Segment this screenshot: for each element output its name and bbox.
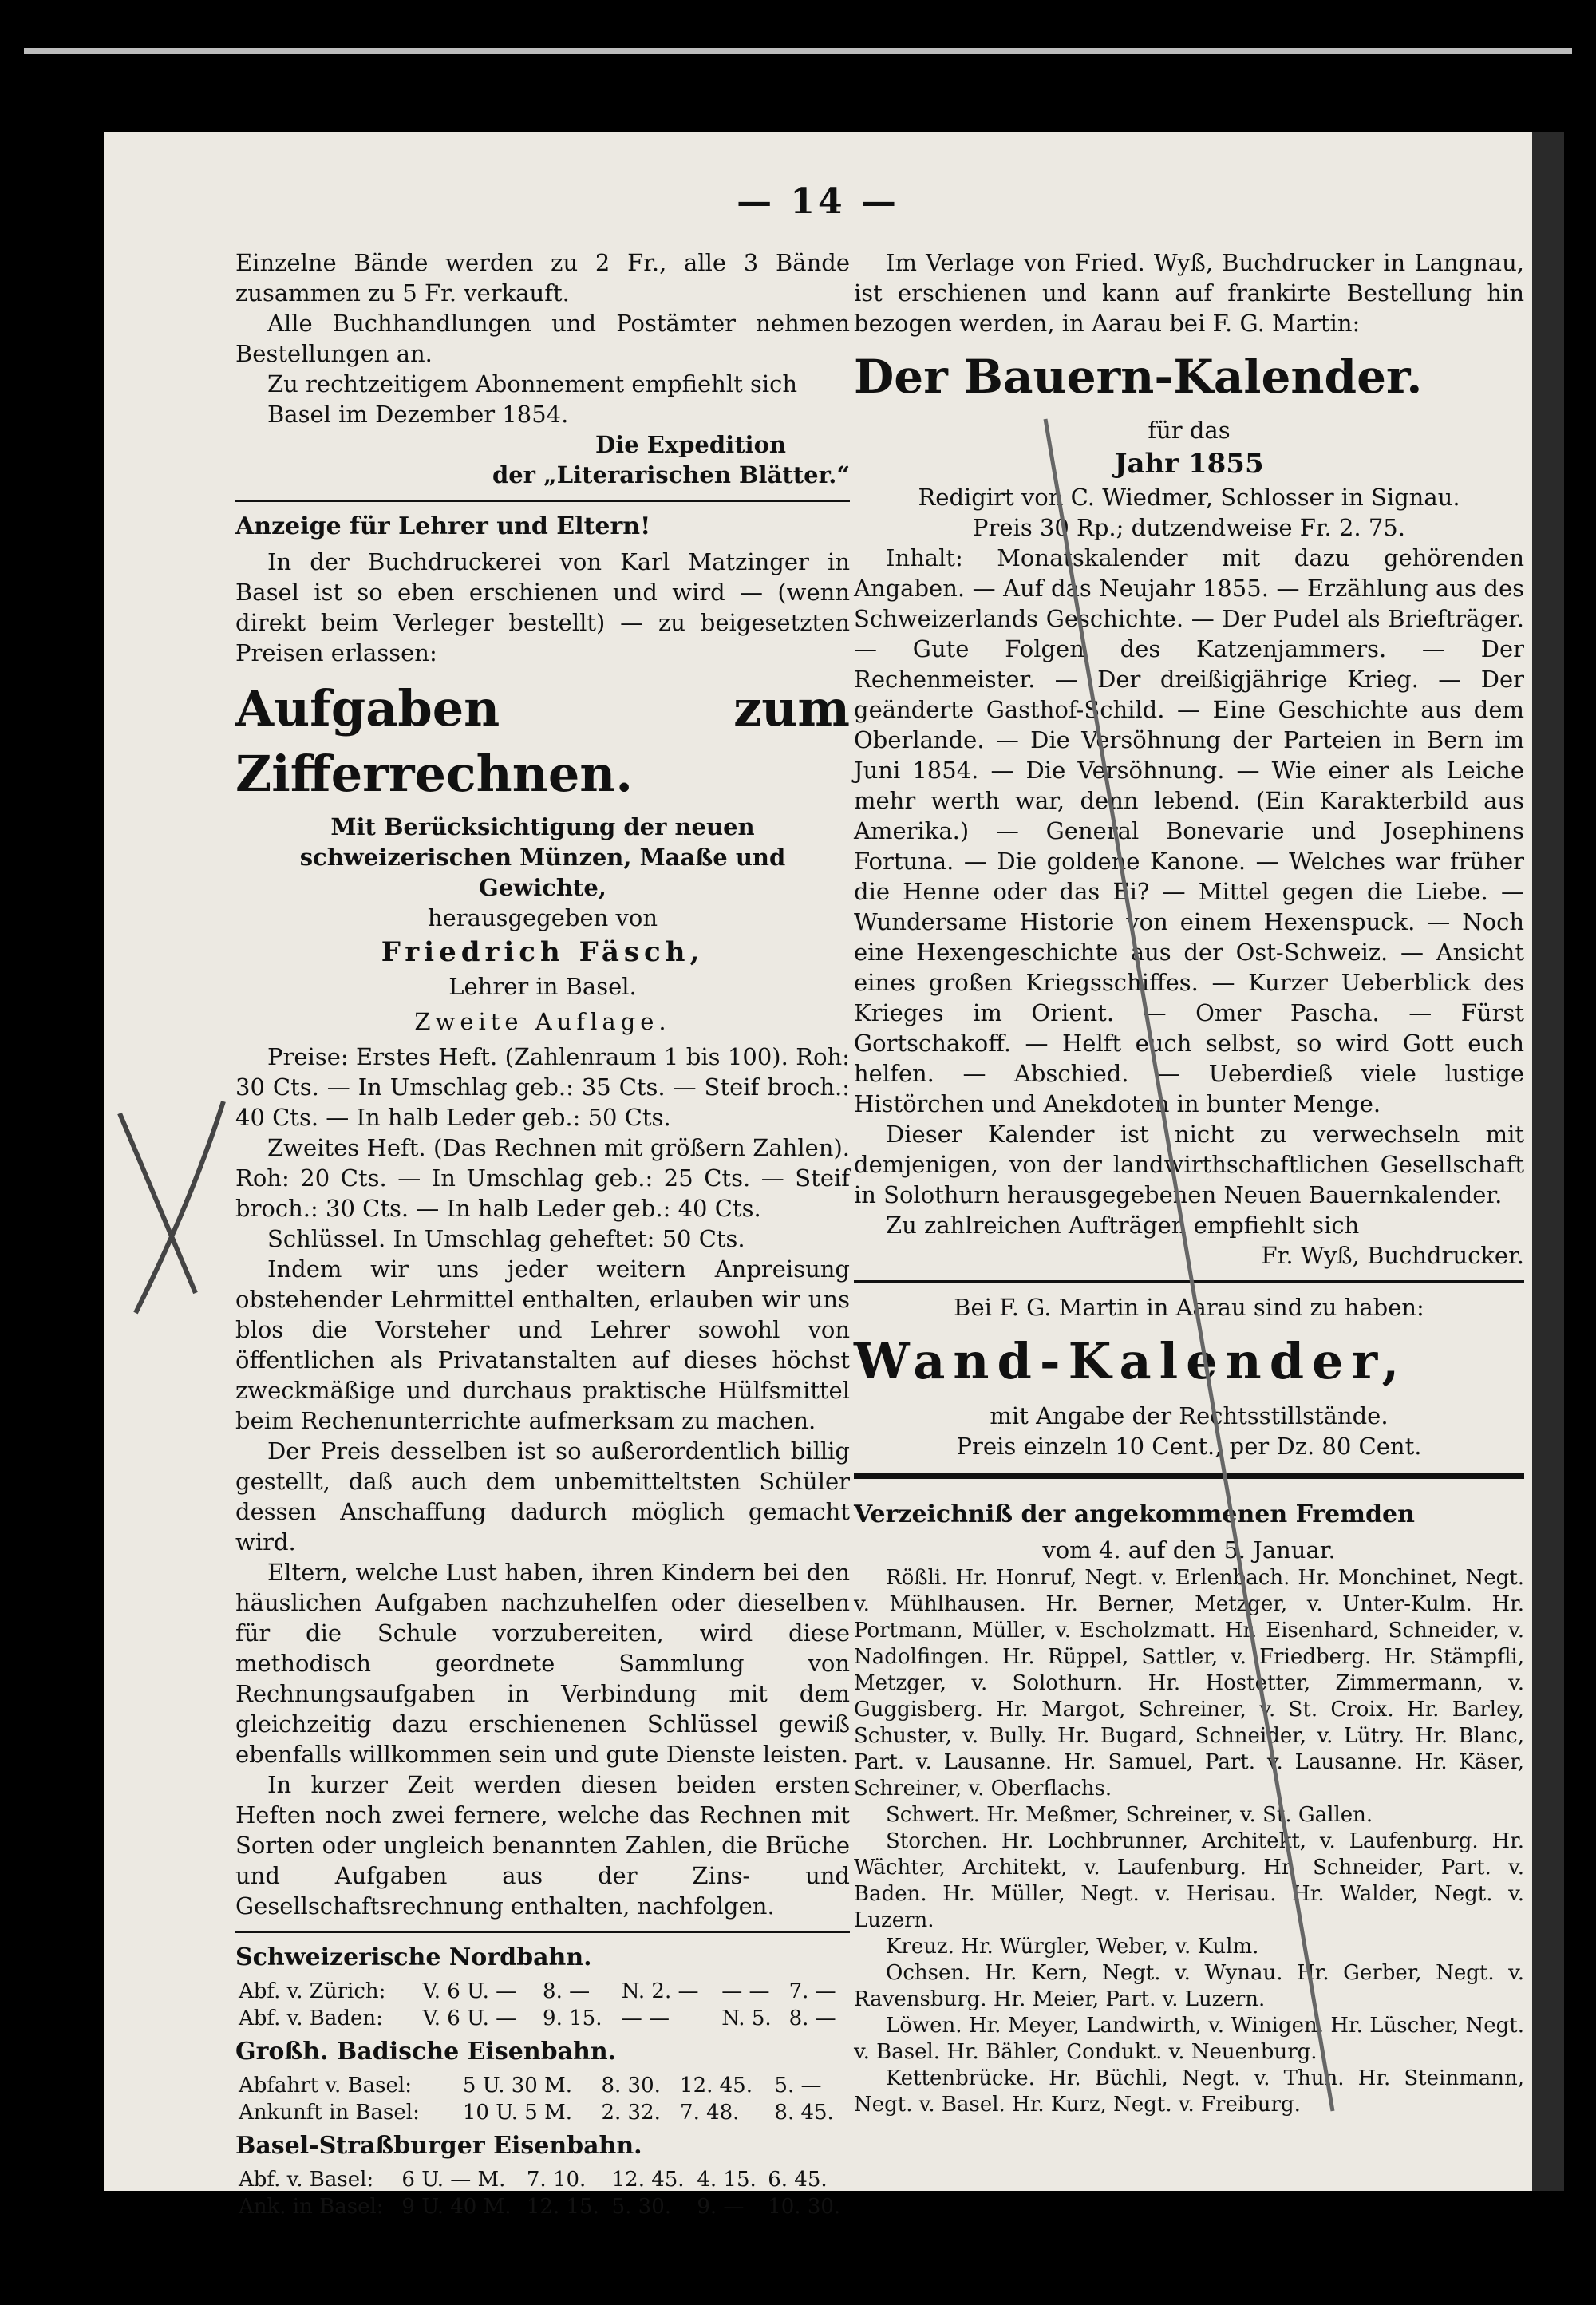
rail-title-nordbahn: Schweizerische Nordbahn.	[235, 1943, 592, 1971]
wand-title: Wand-Kalender,	[854, 1332, 1408, 1390]
timetable-nordbahn	[235, 1978, 850, 2032]
wand-subtitle: mit Angabe der Rechtsstillstände.	[990, 1402, 1389, 1429]
page-number: — 14 —	[737, 181, 899, 222]
ad-heading: Anzeige für Lehrer und Eltern!	[235, 512, 651, 540]
price-line-3: Schlüssel. In Umschlag geheftet: 50 Cts.	[267, 1225, 745, 1252]
intro-line-4: Basel im Dezember 1854.	[267, 401, 569, 428]
table-cell: V. 6 U. —	[422, 1979, 517, 2003]
table-cell: 8. —	[788, 2006, 836, 2030]
table-cell: — —	[721, 1979, 770, 2003]
table-cell: Abf. v. Zürich:	[239, 1979, 386, 2003]
kalender-signature: Fr. Wyß, Buchdrucker.	[1261, 1242, 1524, 1269]
table-row	[235, 2166, 850, 2193]
rail-title-strassburger: Basel-Straßburger Eisenbahn.	[235, 2132, 642, 2160]
table-cell: Abfahrt v. Basel:	[239, 2074, 412, 2097]
body-paragraph-1: Indem wir uns jeder weitern Anpreisung obstehender Lehrmittel enthalten, erlauben wir uns blos die Vorsteher und Lehrer sowohl von öffentlichen als Privatanstalten auf dieses höchst zweckmäßige und durchaus praktische Hülfsmittel beim Rechenunterrichte aufmerksam zu machen.	[235, 1255, 850, 1434]
divider	[854, 1280, 1524, 1283]
author-name: Friedrich Fäsch,	[381, 936, 705, 968]
body-paragraph-3: Eltern, welche Lust haben, ihren Kindern bei den häuslichen Aufgaben nachzuhelfen oder dieselben für die Schule vorzubereiten, wird diese methodisch geordnete Sammlung von Rechnungsaufgaben in Verbindung mit dem gleichzeitig dazu erschienenen Schlüssel gewiß ebenfalls willkommen sein und gute Dienste leisten.	[235, 1559, 850, 1768]
author-role: Lehrer in Basel.	[448, 973, 637, 1000]
guests-title: Verzeichniß der angekommenen Fremden	[854, 1500, 1415, 1528]
kalender-recommend: Zu zahlreichen Aufträgen empfiehlt sich	[886, 1212, 1360, 1239]
table-cell: Ank. in Basel:	[239, 2195, 384, 2219]
table-row	[235, 1978, 850, 2005]
kalender-intro: Im Verlage von Fried. Wyß, Buchdrucker in Langnau, ist erschienen und kann auf frankirte Bestellung hin bezogen werden, in Aarau bei F. G. Martin:	[854, 249, 1524, 337]
table-cell: 7. 10.	[526, 2168, 587, 2192]
table-cell: Abf. v. Baden:	[239, 2006, 383, 2030]
body-paragraph-2: Der Preis desselben ist so außerordentlich billig gestellt, daß auch dem unbemitteltsten Schüler dessen Anschaffung dadurch möglich gemacht wird.	[235, 1437, 850, 1556]
kalender-editor: Redigirt von C. Wiedmer, Schlosser in Signau.	[918, 484, 1460, 511]
table-cell: 5. 30.	[611, 2195, 672, 2219]
table-row	[235, 2072, 850, 2099]
kalender-year: Jahr 1855	[1114, 448, 1264, 480]
ad-intro: In der Buchdruckerei von Karl Matzinger in Basel ist so eben erschienen und wird — (wenn direkt beim Verleger bestellt) — zu beigesetzten Preisen erlassen:	[235, 548, 850, 666]
page-edge-shadow	[1532, 132, 1564, 2191]
table-cell: 4. 15.	[697, 2168, 757, 2192]
kalender-title: Der Bauern-Kalender.	[854, 350, 1423, 404]
handwritten-cross-mark	[120, 1101, 223, 1313]
table-cell: 7. 48.	[680, 2101, 740, 2125]
price-line-2: Zweites Heft. (Das Rechnen mit größern Zahlen). Roh: 20 Cts. — In Umschlag geb.: 25 Cts. — Steif broch.: 30 Cts. — In halb Leder geb.: 40 Cts.	[235, 1134, 850, 1222]
newspaper-page	[104, 132, 1532, 2219]
guests-storchen: Storchen. Hr. Lochbrunner, Architekt, v. Laufenburg. Hr. Wächter, Architekt, v. Laufenburg. Hr. Schneider, Part. v. Baden. Hr. Müller, Negt. v. Herisau. Hr. Walder, Negt. v. Luzern.	[854, 1829, 1524, 1932]
table-cell: Ankunft in Basel:	[239, 2101, 420, 2125]
table-cell: 9 U. 40 M.	[401, 2195, 512, 2219]
table-row	[235, 2193, 850, 2220]
table-cell: N. 2. —	[621, 1979, 699, 2003]
table-cell: — —	[621, 2006, 670, 2030]
table-cell: 5 U. 30 M.	[462, 2074, 572, 2097]
guests-roessli: Rößli. Hr. Honruf, Negt. v. Erlenbach. Hr. Monchinet, Negt. v. Mühlhausen. Hr. Berner, Metzger, v. Unter-Kulm. Hr. Portmann, Müller, v. Escholzmatt. Hr. Eisenhard, Schneider, v. Nadolfingen. Hr. Rüppel, Sattler, v. Friedberg. Hr. Stämpfli, Metzger, v. Solothurn. Hr. Hostetter, Zimmermann, v. Guggisberg. Hr. Margot, Schreiner, v. St. Croix. Hr. Barley, Schuster, v. Bully. Hr. Bugard, Schneider, v. Lütry. Hr. Blanc, Part. v. Lausanne. Hr. Samuel, Part. v. Lausanne. Hr. Käser, Schreiner, v. Oberflachs.	[854, 1566, 1524, 1801]
table-cell: 5. —	[774, 2074, 822, 2097]
table-row	[235, 2099, 850, 2126]
rail-title-badische: Großh. Badische Eisenbahn.	[235, 2038, 617, 2066]
kalender-price: Preis 30 Rp.; dutzendweise Fr. 2. 75.	[973, 514, 1405, 541]
table-cell: 7. —	[788, 1979, 836, 2003]
table-cell: 2. 32.	[601, 2101, 661, 2125]
table-cell: 6. 45.	[768, 2168, 828, 2192]
signature-blaetter: der „Literarischen Blätter.“	[492, 461, 850, 488]
table-cell: 9. —	[697, 2195, 745, 2219]
intro-line-2: Alle Buchhandlungen und Postämter nehmen Bestellungen an.	[235, 310, 850, 367]
thick-divider	[854, 1473, 1524, 1479]
table-cell: 12. 45.	[680, 2074, 753, 2097]
table-cell: 6 U. — M.	[401, 2168, 506, 2192]
timetable-strassburger	[235, 2166, 850, 2220]
table-cell: 8. 45.	[774, 2101, 834, 2125]
body-paragraph-4: In kurzer Zeit werden diesen beiden ersten Heften noch zwei fernere, welche das Rechnen mit Sorten oder ungleich benannten Zahlen, die Brüche und Aufgaben aus der Zins- und Gesellschaftsrechnung enthalten, nachfolgen.	[235, 1771, 850, 1920]
book-subtitle: Mit Berücksichtigung der neuen schweizerischen Münzen, Maaße und Gewichte,	[299, 813, 786, 901]
divider	[235, 1931, 850, 1933]
table-cell: 8. 30.	[601, 2074, 661, 2097]
right-column	[854, 247, 1524, 2118]
film-edge-line	[24, 48, 1572, 54]
guests-loewen: Löwen. Hr. Meyer, Landwirth, v. Winigen. Hr. Lüscher, Negt. v. Basel. Hr. Bähler, Condukt. v. Neuenburg.	[854, 2014, 1524, 2064]
guests-kettenbruecke: Kettenbrücke. Hr. Büchli, Negt. v. Thun. Hr. Steinmann, Negt. v. Basel. Hr. Kurz, Negt. v. Freiburg.	[854, 2066, 1524, 2117]
table-cell: Abf. v. Basel:	[239, 2168, 374, 2192]
guests-kreuz: Kreuz. Hr. Würgler, Weber, v. Kulm.	[886, 1935, 1259, 1959]
timetable-badische	[235, 2072, 850, 2126]
table-cell: 10 U. 5 M.	[462, 2101, 572, 2125]
kalender-note: Dieser Kalender ist nicht zu verwechseln mit demjenigen, von der landwirthschaftlichen Gesellschaft in Solothurn herausgegebenen Neuen Bauernkalender.	[854, 1121, 1524, 1208]
intro-line-3: Zu rechtzeitigem Abonnement empfiehlt sich	[267, 370, 798, 397]
wand-intro: Bei F. G. Martin in Aarau sind zu haben:	[954, 1294, 1424, 1321]
guests-schwert: Schwert. Hr. Meßmer, Schreiner, v. St. Gallen.	[886, 1803, 1373, 1827]
table-cell: 8. —	[543, 1979, 591, 2003]
divider	[235, 500, 850, 502]
table-cell: 12. 15.	[526, 2195, 599, 2219]
table-cell: 12. 45.	[611, 2168, 685, 2192]
kalender-contents: Inhalt: Monatskalender mit dazu gehörenden Angaben. — Auf das Neujahr 1855. — Erzählung aus des Schweizerlands Geschichte. — Der Pudel als Briefträger. — Gute Folgen des Katzenjammers. — Der Rechenmeister. — Der dreißigjährige Krieg. — Der geänderte Gasthof-Schild. — Eine Geschichte aus dem Oberlande. — Die Versöhnung der Parteien in Bern im Juni 1854. — Die Versöhnung. — Wie einer als Leiche mehr werth war, denn lebend. (Ein Karakterbild aus Amerika.) — General Bonevarie und Josephinens Fortuna. — Die goldene Kanone. — Welches war früher die Henne oder das Ei? — Mittel gegen die Liebe. — Wundersame Historie von einem Hexenspuck. — Noch eine Hexengeschichte aus der Ost-Schweiz. — Ansicht eines großen Kriegsschiffes. — Kurzer Ueberblick des Krieges im Orient. — Omer Pascha. — Fürst Gortschakoff. — Helft euch selbst, so wird Gott euch helfen. — Abschied. — Ueberdieß viele lustige Histörchen und Anekdoten in bunter Menge.	[854, 544, 1524, 1117]
book-title: Aufgaben zum Zifferrechnen.	[235, 679, 850, 803]
table-cell: 9. 15.	[543, 2006, 602, 2030]
signature-expedition: Die Expedition	[595, 431, 786, 458]
table-cell: 10. 30.	[768, 2195, 841, 2219]
price-line-1: Preise: Erstes Heft. (Zahlenraum 1 bis 100). Roh: 30 Cts. — In Umschlag geb.: 35 Cts. — Steif broch.: 40 Cts. — In halb Leder geb.: 50 Cts.	[235, 1043, 850, 1131]
table-cell: N. 5.	[721, 2006, 772, 2030]
guests-ochsen: Ochsen. Hr. Kern, Negt. v. Wynau. Hr. Gerber, Negt. v. Ravensburg. Hr. Meier, Part. v. Luzern.	[854, 1961, 1524, 2011]
book-publisher-note: herausgegeben von	[427, 904, 658, 931]
table-row	[235, 2005, 850, 2032]
left-column	[235, 247, 850, 2220]
edition: Zweite Auflage.	[414, 1008, 671, 1035]
intro-line-1: Einzelne Bände werden zu 2 Fr., alle 3 Bände zusammen zu 5 Fr. verkauft.	[235, 249, 850, 306]
wand-price: Preis einzeln 10 Cent., per Dz. 80 Cent.	[956, 1433, 1422, 1460]
guests-date: vom 4. auf den 5. Januar.	[1042, 1536, 1336, 1564]
table-cell: V. 6 U. —	[422, 2006, 517, 2030]
kalender-for: für das	[1148, 417, 1231, 444]
